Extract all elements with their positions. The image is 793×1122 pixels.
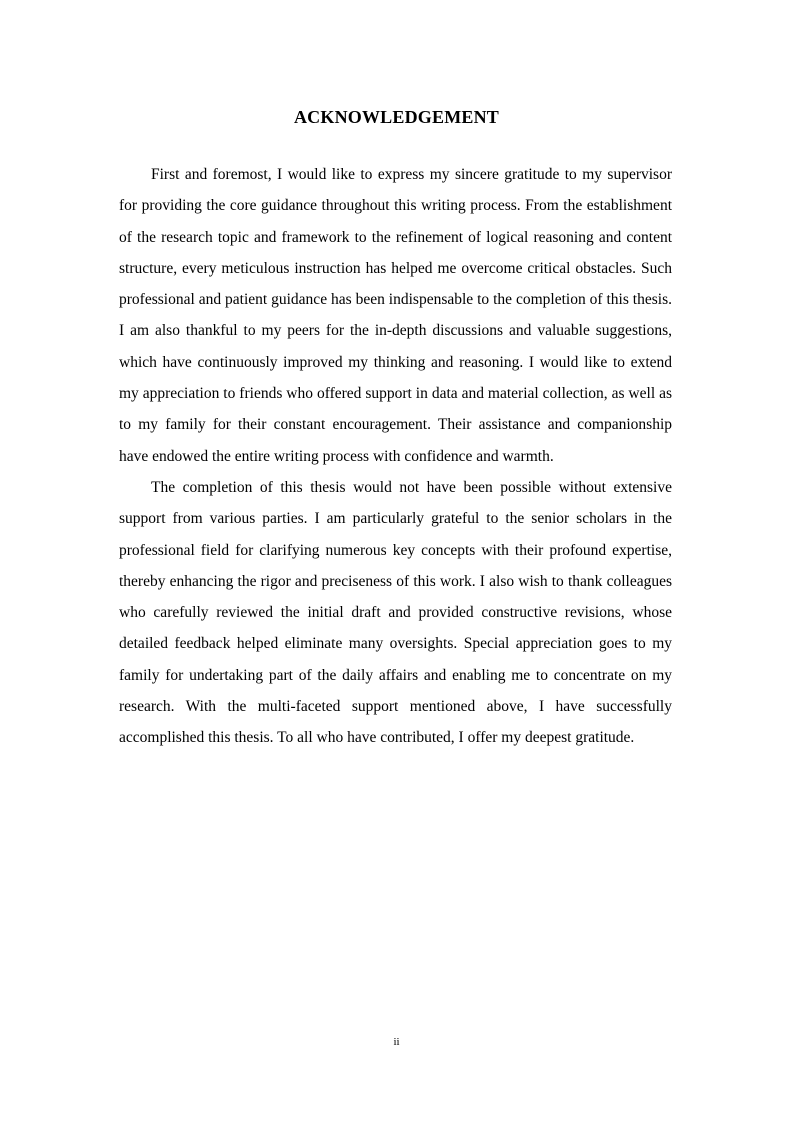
acknowledgement-body [119,159,672,754]
paragraph-1: First and foremost, I would like to express my sincere gratitude to my supervisor for providing the core guidance throughout this writing process. From the establishment of the research topic and framework to the refinement of logical reasoning and content structure, every meticulous instruction has helped me overcome critical obstacles. Such professional and patient guidance has been indispensable to the completion of this thesis. I am also thankful to my peers for the in-depth discussions and valuable suggestions, which have continuously improved my thinking and reasoning. I would like to extend my appreciation to friends who offered support in data and material collection, as well as to my family for their constant encouragement. Their assistance and companionship have endowed the entire writing process with confidence and warmth. [119,166,672,465]
paragraph-2: The completion of this thesis would not have been possible without extensive support from various parties. I am particularly grateful to the senior scholars in the professional field for clarifying numerous key concepts with their profound expertise, thereby enhancing the rigor and preciseness of this work. I also wish to thank colleagues who carefully reviewed the initial draft and provided constructive revisions, whose detailed feedback helped eliminate many oversights. Special appreciation goes to my family for undertaking part of the daily affairs and enabling me to concentrate on my research. With the multi-faceted support mentioned above, I have successfully accomplished this thesis. To all who have contributed, I offer my deepest gratitude. [119,478,672,747]
page-number: ii [393,1036,400,1048]
page-title: ACKNOWLEDGEMENT [293,107,500,127]
